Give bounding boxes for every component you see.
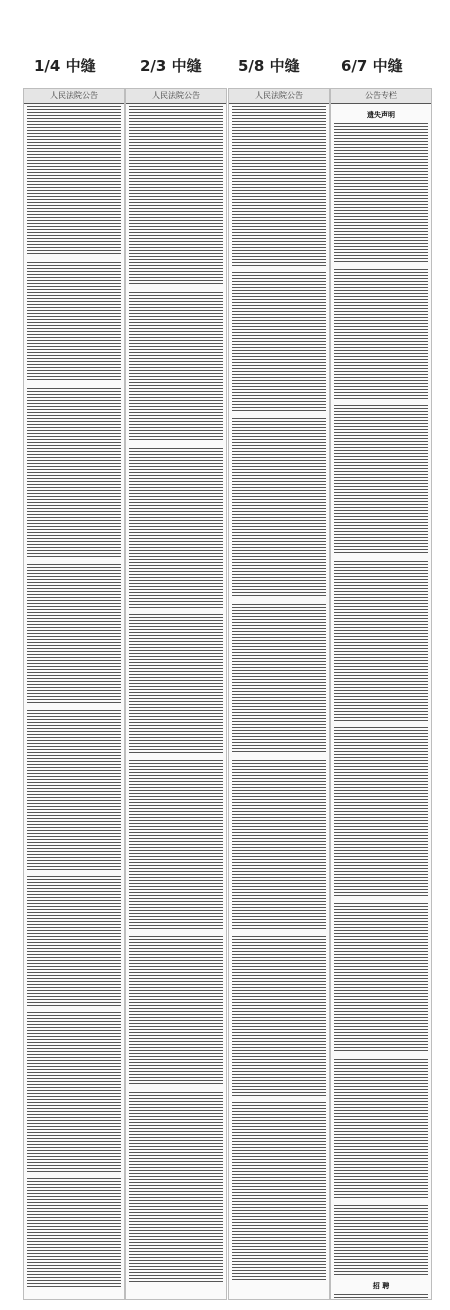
column-label-3: 5/8 中缝 (238, 57, 300, 75)
column-header: 人民法院公告 (24, 89, 124, 104)
column-header: 人民法院公告 (229, 89, 329, 104)
column-header: 公告专栏 (331, 89, 431, 104)
recruit-title: 招 聘 (372, 1282, 390, 1290)
newspaper-column-4 (330, 88, 432, 1300)
newspaper-column-3 (228, 88, 330, 1300)
newspaper-column-2 (125, 88, 227, 1300)
column-label-4: 6/7 中缝 (341, 57, 403, 75)
column-header: 人民法院公告 (126, 89, 226, 104)
lost-statement-title: 遗失声明 (367, 111, 395, 119)
column-label-1: 1/4 中缝 (34, 57, 96, 75)
column-label-2: 2/3 中缝 (140, 57, 202, 75)
newspaper-column-1 (23, 88, 125, 1300)
